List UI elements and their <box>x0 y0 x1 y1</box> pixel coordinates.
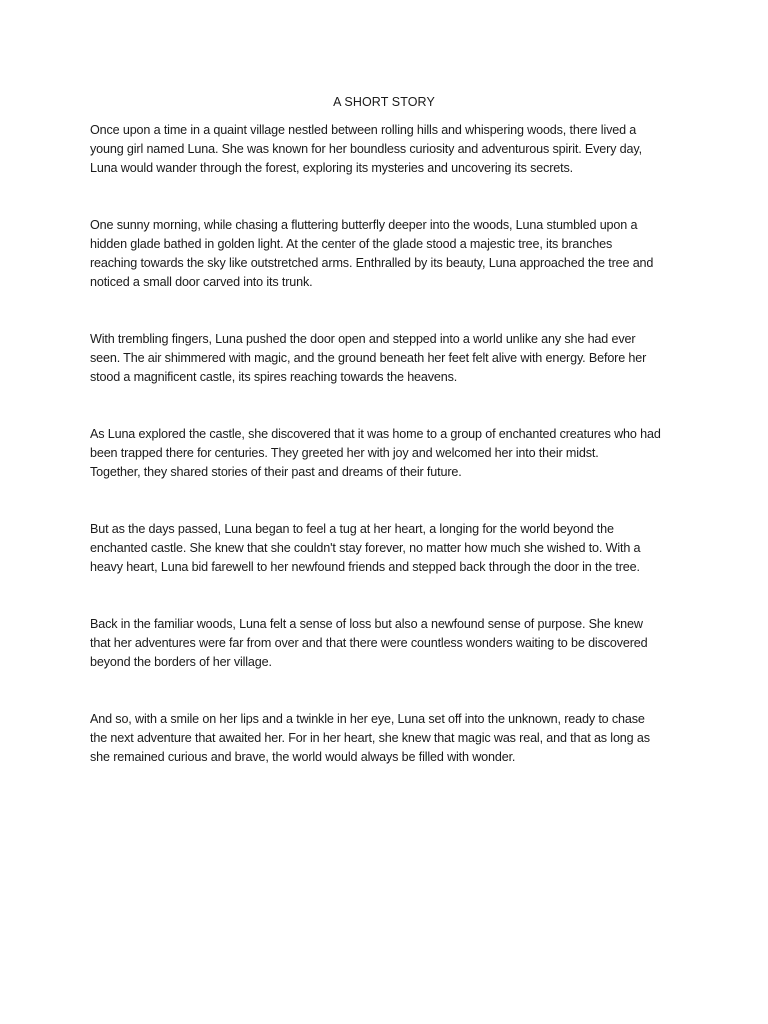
paragraph-line: she remained curious and brave, the world would always be filled with wonder. <box>90 750 516 764</box>
paragraph-line: been trapped there for centuries. They greeted her with joy and welcomed her into their midst. <box>90 446 599 460</box>
paragraph <box>90 710 690 767</box>
paragraph <box>90 216 690 292</box>
document-title: A SHORT STORY <box>333 95 435 109</box>
paragraph-line: With trembling fingers, Luna pushed the door open and stepped into a world unlike any she had ever <box>90 332 636 346</box>
paragraph <box>90 520 690 577</box>
paragraph-line: Together, they shared stories of their past and dreams of their future. <box>90 465 462 479</box>
paragraph-line: enchanted castle. She knew that she couldn't stay forever, no matter how much she wished to. With a <box>90 541 641 555</box>
paragraph-line: Back in the familiar woods, Luna felt a sense of loss but also a newfound sense of purpose. She knew <box>90 617 643 631</box>
document-body <box>90 121 690 805</box>
paragraph-line: stood a magnificent castle, its spires reaching towards the heavens. <box>90 370 458 384</box>
paragraph-line: As Luna explored the castle, she discovered that it was home to a group of enchanted creatures who had <box>90 427 661 441</box>
paragraph-line: noticed a small door carved into its trunk. <box>90 275 313 289</box>
paragraph <box>90 121 690 178</box>
paragraph-line: that her adventures were far from over and that there were countless wonders waiting to be discovered <box>90 636 648 650</box>
paragraph-line: But as the days passed, Luna began to feel a tug at her heart, a longing for the world beyond the <box>90 522 614 536</box>
paragraph <box>90 425 690 482</box>
paragraph <box>90 615 690 672</box>
paragraph-line: One sunny morning, while chasing a fluttering butterfly deeper into the woods, Luna stumbled upon a <box>90 218 638 232</box>
paragraph-line: Once upon a time in a quaint village nestled between rolling hills and whispering woods, there lived a <box>90 123 637 137</box>
paragraph-line: And so, with a smile on her lips and a twinkle in her eye, Luna set off into the unknown, ready to chase <box>90 712 645 726</box>
paragraph-line: the next adventure that awaited her. For in her heart, she knew that magic was real, and that as long as <box>90 731 650 745</box>
paragraph-line: Luna would wander through the forest, exploring its mysteries and uncovering its secrets. <box>90 161 573 175</box>
paragraph-line: seen. The air shimmered with magic, and the ground beneath her feet felt alive with energy. Before her <box>90 351 647 365</box>
paragraph-line: beyond the borders of her village. <box>90 655 272 669</box>
paragraph-line: heavy heart, Luna bid farewell to her newfound friends and stepped back through the door in the tree. <box>90 560 640 574</box>
paragraph-line: reaching towards the sky like outstretched arms. Enthralled by its beauty, Luna approached the tree and <box>90 256 654 270</box>
paragraph-line: hidden glade bathed in golden light. At the center of the glade stood a majestic tree, its branches <box>90 237 613 251</box>
paragraph-line: young girl named Luna. She was known for her boundless curiosity and adventurous spirit. Every day, <box>90 142 642 156</box>
paragraph <box>90 330 690 387</box>
